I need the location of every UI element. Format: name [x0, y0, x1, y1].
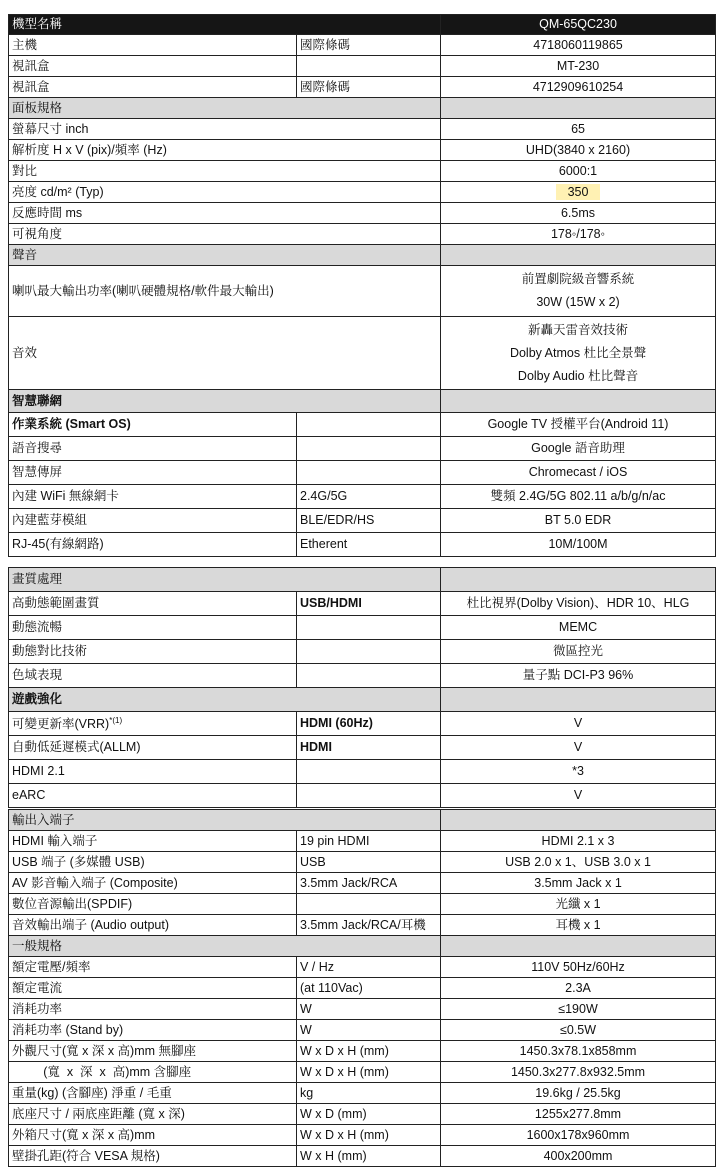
table-row: [9, 1083, 716, 1104]
row-label: 外箱尺寸(寬 x 深 x 高)mm: [9, 1125, 297, 1146]
table-row: [9, 509, 716, 533]
row-mid: [297, 437, 441, 461]
row-label: 數位音源輸出(SPDIF): [9, 894, 297, 915]
row-label: 視訊盒: [9, 56, 297, 77]
row-value: MEMC: [441, 616, 716, 640]
value-line: 前置劇院級音響系統: [521, 272, 635, 286]
row-label: 重量(kg) (含腳座) 淨重 / 毛重: [9, 1083, 297, 1104]
row-label: 內建藍芽模組: [9, 509, 297, 533]
row-mid: BLE/EDR/HS: [297, 509, 441, 533]
table-row: [9, 1041, 716, 1062]
footnote-marker: *(1): [109, 715, 123, 725]
row-label: 反應時間 ms: [9, 203, 441, 224]
io-heading: 輸出入端子: [9, 810, 441, 831]
section-heading-row: [9, 245, 716, 266]
row-mid: [297, 664, 441, 688]
table-row: [9, 712, 716, 736]
row-label: 可視角度: [9, 224, 441, 245]
row-label: 螢幕尺寸 inch: [9, 119, 441, 140]
row-value: 400x200mm: [441, 1146, 716, 1167]
section-heading-row: [9, 688, 716, 712]
row-label: 內建 WiFi 無線網卡: [9, 485, 297, 509]
row-value: 3.5mm Jack x 1: [441, 873, 716, 894]
row-value: 量子點 DCI-P3 96%: [441, 664, 716, 688]
row-label: USB 端子 (多媒體 USB): [9, 852, 297, 873]
row-value: 1600x178x960mm: [441, 1125, 716, 1146]
row-mid: (at 110Vac): [297, 978, 441, 999]
table-row: [9, 1062, 716, 1083]
row-value: 65: [441, 119, 716, 140]
spec-section-picture: [8, 567, 715, 808]
row-mid: 2.4G/5G: [297, 485, 441, 509]
section-heading-row: [9, 98, 716, 119]
row-value: [441, 317, 716, 390]
row-label: 動態流暢: [9, 616, 297, 640]
row-value: 10M/100M: [441, 533, 716, 557]
table-row: [9, 317, 716, 390]
row-label: 高動態範圍畫質: [9, 592, 297, 616]
row-label: 對比: [9, 161, 441, 182]
row-label: 壁掛孔距(符合 VESA 規格): [9, 1146, 297, 1167]
row-value: MT-230: [441, 56, 716, 77]
table-row: [9, 140, 716, 161]
model-name-value: QM-65QC230: [441, 15, 716, 35]
table-row: [9, 56, 716, 77]
table-row: [9, 485, 716, 509]
row-mid: [297, 56, 441, 77]
row-mid: W: [297, 1020, 441, 1041]
row-label: 作業系統 (Smart OS): [9, 413, 297, 437]
row-value: V: [441, 784, 716, 808]
row-value: 微區控光: [441, 640, 716, 664]
table-row: [9, 224, 716, 245]
row-value: 光纖 x 1: [441, 894, 716, 915]
table-row: [9, 978, 716, 999]
row-mid: W x D (mm): [297, 1104, 441, 1125]
table-row: [9, 784, 716, 808]
row-mid: USB: [297, 852, 441, 873]
row-value: [441, 182, 716, 203]
model-name-label: 機型名稱: [9, 15, 441, 35]
panel-spec-heading: 面板規格: [9, 98, 441, 119]
vrr-label: 可變更新率(VRR): [12, 716, 110, 731]
spec-section-basic: [8, 14, 715, 557]
row-label: 音效: [9, 317, 441, 390]
row-label: 音效輸出端子 (Audio output): [9, 915, 297, 936]
row-value: 2.3A: [441, 978, 716, 999]
row-mid: Etherent: [297, 533, 441, 557]
row-mid: [297, 413, 441, 437]
row-value: 杜比視界(Dolby Vision)、HDR 10、HLG: [441, 592, 716, 616]
row-mid: USB/HDMI: [297, 592, 441, 616]
table-row: [9, 413, 716, 437]
row-value: USB 2.0 x 1、USB 3.0 x 1: [441, 852, 716, 873]
row-mid: [297, 616, 441, 640]
row-mid: 19 pin HDMI: [297, 831, 441, 852]
row-value: 178◦/178◦: [441, 224, 716, 245]
row-mid: HDMI (60Hz): [297, 712, 441, 736]
row-mid: W x H (mm): [297, 1146, 441, 1167]
row-value: ≤190W: [441, 999, 716, 1020]
model-name-row: [9, 15, 716, 35]
row-value: UHD(3840 x 2160): [441, 140, 716, 161]
row-label: RJ-45(有線網路): [9, 533, 297, 557]
table-row: [9, 592, 716, 616]
row-label: 動態對比技術: [9, 640, 297, 664]
row-label: 額定電流: [9, 978, 297, 999]
row-value: [441, 266, 716, 317]
audio-heading: 聲音: [9, 245, 441, 266]
row-label: eARC: [9, 784, 297, 808]
spec-table-basic: [8, 14, 716, 557]
row-value: 4718060119865: [441, 35, 716, 56]
row-value: 6000:1: [441, 161, 716, 182]
row-value: 110V 50Hz/60Hz: [441, 957, 716, 978]
row-label: AV 影音輸入端子 (Composite): [9, 873, 297, 894]
section-heading-row: [9, 390, 716, 413]
row-mid: 國際條碼: [297, 35, 441, 56]
table-row: [9, 957, 716, 978]
table-row: [9, 894, 716, 915]
row-label: 主機: [9, 35, 297, 56]
row-value: BT 5.0 EDR: [441, 509, 716, 533]
row-label: 外觀尺寸(寬 x 深 x 高)mm 無腳座: [9, 1041, 297, 1062]
row-label: 消耗功率 (Stand by): [9, 1020, 297, 1041]
row-value: 19.6kg / 25.5kg: [441, 1083, 716, 1104]
row-label: 喇叭最大輸出功率(喇叭硬體規格/軟件最大輸出): [9, 266, 441, 317]
general-heading: 一般規格: [9, 936, 441, 957]
row-mid: [297, 784, 441, 808]
table-row: [9, 915, 716, 936]
row-label: 亮度 cd/m² (Typ): [9, 182, 441, 203]
row-label: 色域表現: [9, 664, 297, 688]
smart-heading: 智慧聯網: [9, 390, 441, 413]
table-row: [9, 616, 716, 640]
row-value: HDMI 2.1 x 3: [441, 831, 716, 852]
table-row: [9, 461, 716, 485]
row-label: 解析度 H x V (pix)/頻率 (Hz): [9, 140, 441, 161]
table-row: [9, 664, 716, 688]
row-label: 自動低延遲模式(ALLM): [9, 736, 297, 760]
value-line: Dolby Atmos 杜比全景聲: [509, 345, 647, 360]
row-label: 智慧傳屏: [9, 461, 297, 485]
row-mid: kg: [297, 1083, 441, 1104]
row-value: 1255x277.8mm: [441, 1104, 716, 1125]
row-value: V: [441, 736, 716, 760]
row-label: 底座尺寸 / 兩底座距離 (寬 x 深): [9, 1104, 297, 1125]
row-mid: W x D x H (mm): [297, 1041, 441, 1062]
row-label: (寬 x 深 x 高)mm 含腳座: [9, 1062, 297, 1083]
table-row: [9, 1104, 716, 1125]
row-label: 語音搜尋: [9, 437, 297, 461]
spec-section-io-general: [8, 809, 715, 1167]
row-mid: [297, 760, 441, 784]
table-row: [9, 999, 716, 1020]
table-row: [9, 831, 716, 852]
row-value: Google 語音助理: [441, 437, 716, 461]
row-mid: 國際條碼: [297, 77, 441, 98]
table-row: [9, 77, 716, 98]
row-label: 額定電壓/頻率: [9, 957, 297, 978]
row-value: 6.5ms: [441, 203, 716, 224]
value-line: 30W (15W x 2): [536, 295, 620, 309]
brightness-highlight: 350: [556, 184, 601, 200]
row-mid: 3.5mm Jack/RCA/耳機: [297, 915, 441, 936]
row-value: 1450.3x78.1x858mm: [441, 1041, 716, 1062]
section-heading-row: [9, 936, 716, 957]
row-mid: W x D x H (mm): [297, 1125, 441, 1146]
row-value: 雙頻 2.4G/5G 802.11 a/b/g/n/ac: [441, 485, 716, 509]
table-row: [9, 161, 716, 182]
row-value: V: [441, 712, 716, 736]
picture-heading: 畫質處理: [9, 568, 441, 592]
spec-table-io-general: [8, 809, 716, 1167]
table-row: [9, 1020, 716, 1041]
section-heading-row: [9, 568, 716, 592]
value-line: 新轟天雷音效技術: [528, 322, 629, 337]
table-row: [9, 437, 716, 461]
row-label: 視訊盒: [9, 77, 297, 98]
game-heading: 遊戲強化: [9, 688, 441, 712]
row-mid: [297, 461, 441, 485]
table-row: [9, 873, 716, 894]
row-value: ≤0.5W: [441, 1020, 716, 1041]
row-value: 耳機 x 1: [441, 915, 716, 936]
table-row: [9, 119, 716, 140]
table-row: [9, 1146, 716, 1167]
row-value: 1450.3x277.8x932.5mm: [441, 1062, 716, 1083]
row-value: Chromecast / iOS: [441, 461, 716, 485]
row-mid: HDMI: [297, 736, 441, 760]
table-row: [9, 182, 716, 203]
table-row: [9, 1125, 716, 1146]
row-mid: [297, 640, 441, 664]
table-row: [9, 203, 716, 224]
spec-table-picture: [8, 567, 716, 808]
table-row: [9, 736, 716, 760]
row-value: *3: [441, 760, 716, 784]
row-value: Google TV 授權平台(Android 11): [441, 413, 716, 437]
row-label: HDMI 輸入端子: [9, 831, 297, 852]
section-heading-row: [9, 810, 716, 831]
row-mid: [297, 894, 441, 915]
table-row: [9, 533, 716, 557]
table-row: [9, 266, 716, 317]
row-mid: V / Hz: [297, 957, 441, 978]
table-row: [9, 640, 716, 664]
table-row: [9, 35, 716, 56]
row-mid: W x D x H (mm): [297, 1062, 441, 1083]
value-line: Dolby Audio 杜比聲音: [517, 368, 639, 383]
table-row: [9, 852, 716, 873]
row-mid: 3.5mm Jack/RCA: [297, 873, 441, 894]
row-label: 消耗功率: [9, 999, 297, 1020]
table-row: [9, 760, 716, 784]
row-mid: W: [297, 999, 441, 1020]
row-label: HDMI 2.1: [9, 760, 297, 784]
row-value: 4712909610254: [441, 77, 716, 98]
row-label: [9, 712, 297, 736]
